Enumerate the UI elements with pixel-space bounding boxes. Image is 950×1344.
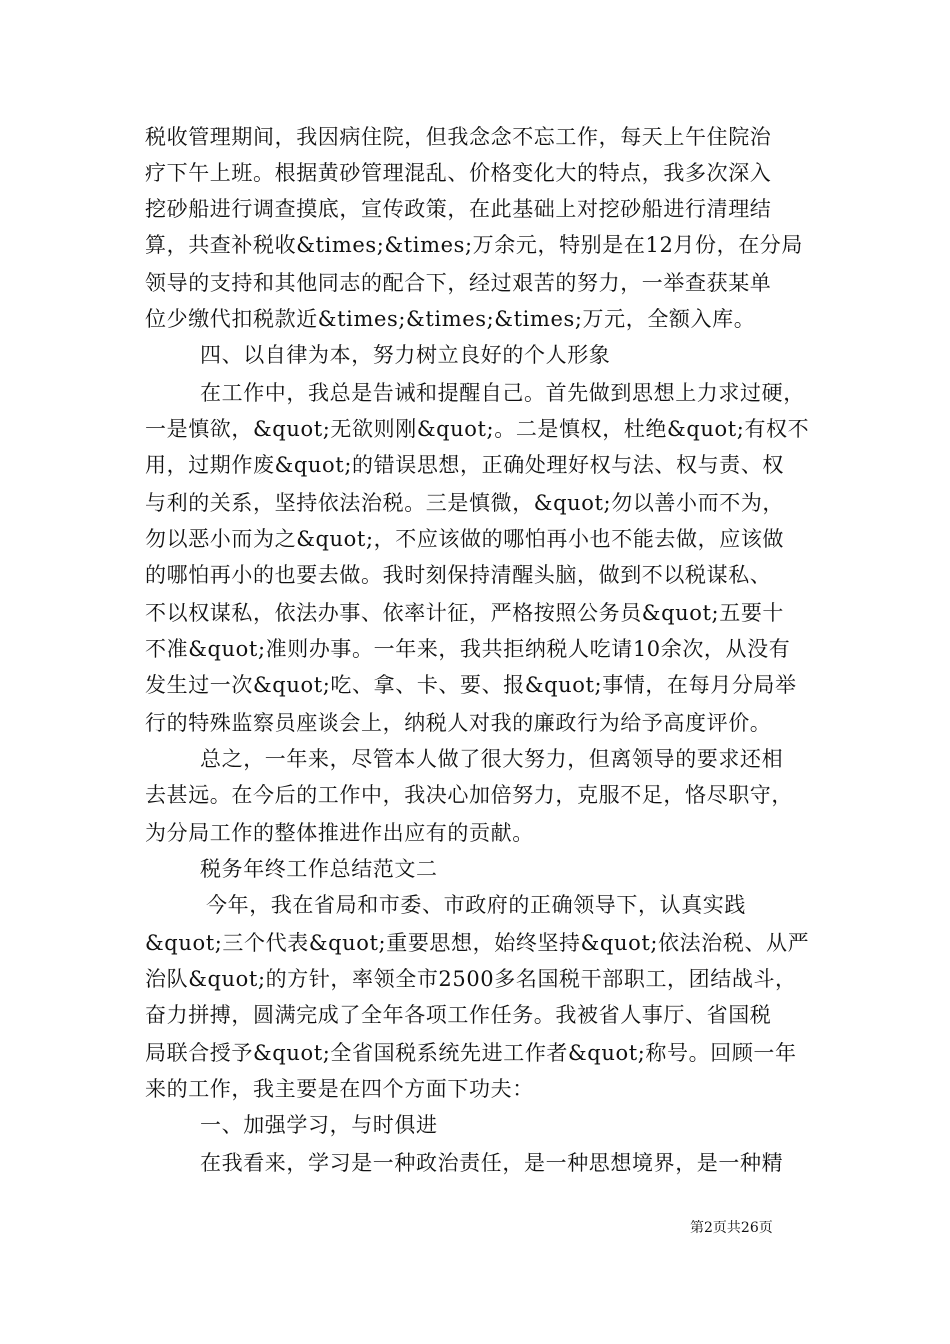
text-line: 今年，我在省局和市委、市政府的正确领导下，认真实践	[206, 893, 746, 917]
text-line: 发生过一次&quot;吃、拿、卡、要、报&quot;事情，在每月分局举	[145, 673, 797, 697]
text-line: 疗下午上班。根据黄砂管理混乱、价格变化大的特点，我多次深入	[145, 161, 772, 185]
text-line: 领导的支持和其他同志的配合下，经过艰苦的努力，一举查获某单	[145, 271, 772, 295]
text-line: 总之，一年来，尽管本人做了很大努力，但离领导的要求还相	[200, 747, 784, 771]
text-line: 与利的关系，坚持依法治税。三是慎微，&quot;勿以善小而不为，	[145, 491, 785, 515]
text-line: 在我看来，学习是一种政治责任，是一种思想境界，是一种精	[200, 1151, 784, 1175]
text-line: 用，过期作废&quot;的错误思想，正确处理好权与法、权与责、权	[145, 453, 785, 477]
text-line: 局联合授予&quot;全省国税系统先进工作者&quot;称号。回顾一年	[145, 1041, 797, 1065]
text-line: 算，共查补税收&times;&times;万余元，特别是在12月份，在分局	[145, 233, 804, 257]
text-line: 行的特殊监察员座谈会上，纳税人对我的廉政行为给予高度评价。	[145, 711, 772, 735]
text-line: 来的工作，我主要是在四个方面下功夫：	[145, 1077, 534, 1101]
text-line: 的哪怕再小的也要去做。我时刻保持清醒头脑，做到不以税谋私、	[145, 563, 772, 587]
section-heading: 税务年终工作总结范文二	[200, 857, 438, 881]
text-line: 位少缴代扣税款近&times;&times;&times;万元，全额入库。	[145, 307, 756, 331]
section-heading: 一、加强学习，与时俱进	[200, 1113, 438, 1137]
text-line: 税收管理期间，我因病住院，但我念念不忘工作，每天上午住院治	[145, 125, 772, 149]
text-line: 挖砂船进行调查摸底，宣传政策，在此基础上对挖砂船进行清理结	[145, 197, 772, 221]
text-line: 不准&quot;准则办事。一年来，我共拒纳税人吃请10余次，从没有	[145, 637, 791, 661]
text-line: 奋力拼搏，圆满完成了全年各项工作任务。我被省人事厅、省国税	[145, 1003, 772, 1027]
page-number-footer: 第2页共26页	[690, 1220, 773, 1236]
text-line: 勿以恶小而为之&quot;，不应该做的哪怕再小也不能去做，应该做	[145, 527, 785, 551]
text-line: &quot;三个代表&quot;重要思想，始终坚持&quot;依法治税、从严	[145, 931, 810, 955]
text-line: 不以权谋私，依法办事、依率计征，严格按照公务员&quot;五要十	[145, 601, 785, 625]
section-heading: 四、以自律为本，努力树立良好的个人形象	[200, 343, 611, 367]
text-line: 在工作中，我总是告诫和提醒自己。首先做到思想上力求过硬，	[200, 381, 805, 405]
text-line: 为分局工作的整体推进作出应有的贡献。	[145, 821, 534, 845]
text-line: 去甚远。在今后的工作中，我决心加倍努力，克服不足，恪尽职守，	[145, 783, 793, 807]
text-line: 一是慎欲，&quot;无欲则刚&quot;。二是慎权，杜绝&quot;有权不	[145, 417, 810, 441]
text-line: 治队&quot;的方针，率领全市2500多名国税干部职工，团结战斗，	[145, 967, 797, 991]
